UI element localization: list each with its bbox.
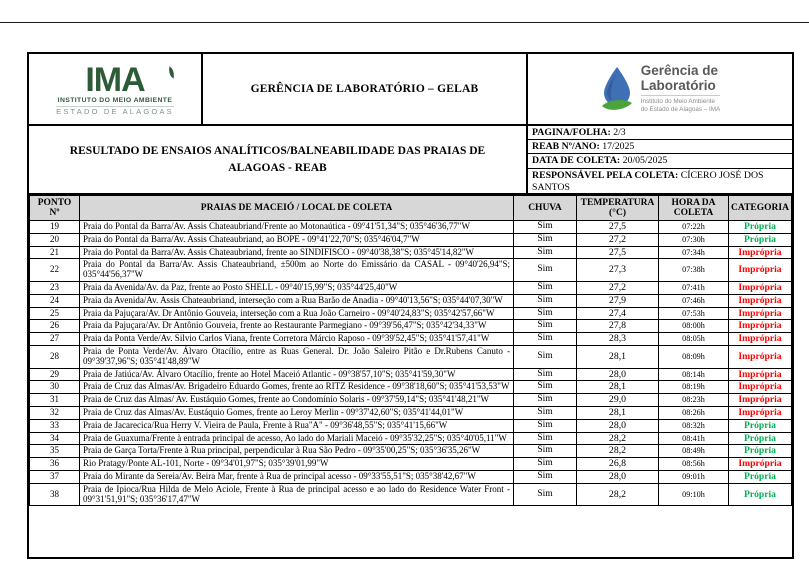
local-cell: Praia do Pontal da Barra/Av. Assis Chateaubriand/Frente ao Motonaútica - 09°41'51,34"S; 035°46'36,77"W (80, 221, 514, 234)
chuva-cell: Sim (514, 281, 577, 294)
local-cell: Praia do Pontal da Barra/Av. Assis Chateaubriand, ao BOPE - 09°41'22,70"S; 035°46'04,7"W (80, 233, 514, 246)
hora-cell: 08:19h (659, 381, 729, 394)
hora-cell: 07:38h (659, 259, 729, 282)
date-value: 20/05/2025 (622, 155, 668, 167)
chuva-cell: Sim (514, 419, 577, 432)
hora-cell: 07:46h (659, 294, 729, 307)
chuva-cell: Sim (514, 458, 577, 471)
reab-value: 17/2025 (602, 141, 635, 153)
ponto-cell: 34 (30, 432, 80, 445)
table-row (30, 320, 792, 333)
chuva-cell: Sim (514, 394, 577, 407)
local-cell: Praia da Avenida/Av. Assis Chateaubriand, interseção com a Rua Barão de Anadia - 09°40'13,56"S; 035°44'07,30"W (80, 294, 514, 307)
temperatura-cell: 28,2 (577, 432, 659, 445)
results-table (29, 195, 792, 506)
table-row (30, 221, 792, 234)
ponto-cell: 23 (30, 281, 80, 294)
header-categoria: CATEGORIA (729, 196, 792, 221)
temperatura-cell: 27,9 (577, 294, 659, 307)
chuva-cell: Sim (514, 406, 577, 419)
hora-cell: 08:41h (659, 432, 729, 445)
laboratory-logo-text (641, 64, 720, 113)
chuva-cell: Sim (514, 221, 577, 234)
local-cell: Praia de Ipioca/Rua Hilda de Melo Aciole, Frente à Rua de principal acesso e ao lado do Residence Water Front - 09°31'51,91"S; 035°36'17,47"W (80, 483, 514, 506)
hora-cell: 09:10h (659, 483, 729, 506)
table-row (30, 259, 792, 282)
gelab-title: GERÊNCIA DE LABORATÓRIO – GELAB (203, 54, 528, 124)
categoria-cell: Própria (729, 419, 792, 432)
local-cell: Praia da Pajuçara/Av. Dr Antônio Gouveia, frente ao Restaurante Parmegiano - 09°39'56,47"S; 035°42'34,33"W (80, 320, 514, 333)
ima-acronym: IMA (85, 60, 145, 99)
ponto-cell: 31 (30, 394, 80, 407)
local-cell: Praia de Cruz das Almas/Av. Eustáquio Gomes, frente ao Leroy Merlin - 09°37'42,60"S; 035°41'44,01"W (80, 406, 514, 419)
chuva-cell: Sim (514, 294, 577, 307)
chuva-cell: Sim (514, 320, 577, 333)
leaf-icon (602, 100, 632, 110)
local-cell: Praia do Pontal da Barra/Av. Assis Chateaubriand, frente ao SINDIFISCO - 09°40'38,38"S; 035°45'14,82"W (80, 246, 514, 259)
header-ponto: PONTO Nº (30, 196, 80, 221)
temperatura-cell: 28,2 (577, 483, 659, 506)
categoria-cell: Imprópria (729, 294, 792, 307)
page-label: PAGINA/FOLHA: (532, 127, 611, 138)
categoria-cell: Imprópria (729, 246, 792, 259)
table-row (30, 246, 792, 259)
laboratory-title-line1: Gerência de (640, 63, 719, 79)
hora-cell: 07:53h (659, 307, 729, 320)
temperatura-cell: 27,4 (577, 307, 659, 320)
ponto-cell: 35 (30, 445, 80, 458)
water-drop-icon (600, 66, 634, 112)
chuva-cell: Sim (514, 368, 577, 381)
laboratory-title-line2: Laboratório (640, 77, 716, 93)
hora-cell: 08:23h (659, 394, 729, 407)
categoria-cell: Imprópria (729, 307, 792, 320)
hora-cell: 08:32h (659, 419, 729, 432)
categoria-cell: Imprópria (729, 458, 792, 471)
ponto-cell: 30 (30, 381, 80, 394)
local-cell: Praia do Mirante da Sereia/Av. Beira Mar, frente à Rua de principal acesso - 09°33'55,51"S; 035°38'42,67"W (80, 470, 514, 483)
temperatura-cell: 27,5 (577, 246, 659, 259)
local-cell: Praia da Pajuçara/Av. Dr Antônio Gouveia, interseção com a Rua João Carneiro - 09°40'24,83"S; 035°42'57,66"W (80, 307, 514, 320)
temperatura-cell: 28,0 (577, 368, 659, 381)
chuva-cell: Sim (514, 470, 577, 483)
table-row (30, 419, 792, 432)
date-label: DATA DE COLETA: (532, 155, 621, 167)
temperatura-cell: 27,2 (577, 233, 659, 246)
chuva-cell: Sim (514, 246, 577, 259)
ponto-cell: 25 (30, 307, 80, 320)
table-row (30, 406, 792, 419)
chuva-cell: Sim (514, 483, 577, 506)
hora-cell: 08:05h (659, 333, 729, 346)
chuva-cell: Sim (514, 381, 577, 394)
categoria-cell: Imprópria (729, 381, 792, 394)
table-row (30, 233, 792, 246)
hora-cell: 07:30h (659, 233, 729, 246)
temperatura-cell: 28,0 (577, 470, 659, 483)
info-date-row (528, 154, 792, 168)
table-row (30, 445, 792, 458)
categoria-cell: Imprópria (729, 406, 792, 419)
laboratory-sub-line2: do Estado de Alagoas – IMA (640, 105, 721, 113)
ponto-cell: 32 (30, 406, 80, 419)
ponto-cell: 33 (30, 419, 80, 432)
temperatura-cell: 27,2 (577, 281, 659, 294)
ima-institute-label: INSTITUTO DO MEIO AMBIENTE (57, 96, 173, 104)
info-page-row (528, 126, 792, 140)
responsible-value: CÍCERO JOSÉ DOS SANTOS (532, 169, 764, 193)
ponto-cell: 27 (30, 333, 80, 346)
temperatura-cell: 27,5 (577, 221, 659, 234)
categoria-cell: Própria (729, 221, 792, 234)
local-cell: Praia de Jatiúca/Av. Álvaro Otacílio, frente ao Hotel Maceió Atlantic - 09°38'57,10"S; 035°41'59,30"W (80, 368, 514, 381)
info-box (528, 126, 792, 193)
temperatura-cell: 26,8 (577, 458, 659, 471)
title-band (29, 126, 792, 195)
local-cell: Praia de Ponta Verde/Av. Álvaro Otacílio, entre as Ruas General. Dr. João Saleiro Pitão e Dr.Rubens Canuto - 09°39'37,96"S; 035°41'48,89"W (80, 345, 514, 368)
chuva-cell: Sim (514, 233, 577, 246)
categoria-cell: Própria (729, 470, 792, 483)
categoria-cell: Imprópria (729, 345, 792, 368)
local-cell: Praia de Cruz das Almas/Av. Brigadeiro Eduardo Gomes, frente ao RITZ Residence - 09°38'18,60"S; 035°41'53,53"W (80, 381, 514, 394)
laboratory-sub-line1: Instituto do Meio Ambiente (640, 97, 715, 105)
ponto-cell: 29 (30, 368, 80, 381)
ponto-cell: 20 (30, 233, 80, 246)
header-temperatura: TEMPERATURA (°C) (577, 196, 659, 221)
chuva-cell: Sim (514, 307, 577, 320)
report-document (27, 52, 794, 559)
header-chuva: CHUVA (514, 196, 577, 221)
results-table-body (30, 221, 792, 506)
info-reab-row (528, 140, 792, 154)
ponto-cell: 22 (30, 259, 80, 282)
temperatura-cell: 28,0 (577, 419, 659, 432)
hora-cell: 08:14h (659, 368, 729, 381)
leaf-icon (165, 65, 177, 80)
hora-cell: 07:34h (659, 246, 729, 259)
temperatura-cell: 28,1 (577, 345, 659, 368)
categoria-cell: Imprópria (729, 394, 792, 407)
info-responsible-row (528, 169, 792, 194)
table-row (30, 381, 792, 394)
reab-label: REAB Nº/ANO: (532, 141, 600, 153)
categoria-cell: Imprópria (729, 368, 792, 381)
local-cell: Praia da Avenida/Av. da Paz, frente ao Posto SHELL - 09°40'15,99"S; 035°44'25,40"W (80, 281, 514, 294)
table-row (30, 432, 792, 445)
table-row (30, 483, 792, 506)
table-row (30, 458, 792, 471)
categoria-cell: Própria (729, 432, 792, 445)
table-row (30, 333, 792, 346)
local-cell: Praia de Jacarecica/Rua Herry V. Vieira de Paula, Frente à Rua"A" - 09°36'48,55"S; 035°41'15,66"W (80, 419, 514, 432)
local-cell: Praia de Garça Torta/Frente à Rua principal, perpendicular à Rua São Pedro - 09°35'00,25"S; 035°36'35,26"W (80, 445, 514, 458)
hora-cell: 08:09h (659, 345, 729, 368)
header-hora: HORA DA COLETA (659, 196, 729, 221)
ponto-cell: 28 (30, 345, 80, 368)
temperatura-cell: 28,1 (577, 406, 659, 419)
table-row (30, 394, 792, 407)
table-row (30, 281, 792, 294)
ponto-cell: 21 (30, 246, 80, 259)
temperatura-cell: 28,1 (577, 381, 659, 394)
temperatura-cell: 27,8 (577, 320, 659, 333)
chuva-cell: Sim (514, 445, 577, 458)
local-cell: Praia da Ponta Verde/Av. Silvio Carlos Viana, frente Corretora Márcio Raposo - 09°39'52,45"S; 035°41'57,41"W (80, 333, 514, 346)
responsible-label: RESPONSÁVEL PELA COLETA: (532, 169, 679, 181)
ima-logo (56, 60, 174, 116)
chuva-cell: Sim (514, 333, 577, 346)
temperatura-cell: 28,2 (577, 445, 659, 458)
local-cell: Rio Pratagy/Ponte AL-101, Norte - 09°34'01,97"S; 035°39'01,99"W (80, 458, 514, 471)
ponto-cell: 37 (30, 470, 80, 483)
ponto-cell: 38 (30, 483, 80, 506)
results-table-header (30, 196, 792, 221)
chuva-cell: Sim (514, 345, 577, 368)
header-local: PRAIAS DE MACEIÓ / LOCAL DE COLETA (80, 196, 514, 221)
report-title: RESULTADO DE ENSAIOS ANALÍTICOS/BALNEABILIDADE DAS PRAIAS DE ALAGOAS - REAB (29, 126, 528, 193)
table-row (30, 294, 792, 307)
hora-cell: 09:01h (659, 470, 729, 483)
categoria-cell: Própria (729, 233, 792, 246)
ima-state-label: ESTADO DE ALAGOAS (56, 106, 174, 116)
header-band (29, 54, 792, 126)
temperatura-cell: 27,3 (577, 259, 659, 282)
categoria-cell: Imprópria (729, 320, 792, 333)
hora-cell: 08:49h (659, 445, 729, 458)
chuva-cell: Sim (514, 432, 577, 445)
table-row (30, 345, 792, 368)
table-row (30, 368, 792, 381)
temperatura-cell: 28,3 (577, 333, 659, 346)
hora-cell: 07:41h (659, 281, 729, 294)
ponto-cell: 26 (30, 320, 80, 333)
local-cell: Praia do Pontal da Barra/Av. Assis Chateaubriand, ±500m ao Norte do Emissário da CASAL - 09°40'26,94"S; 035°44'56,37"W (80, 259, 514, 282)
categoria-cell: Imprópria (729, 259, 792, 282)
laboratory-logo (528, 54, 792, 124)
categoria-cell: Própria (729, 445, 792, 458)
hora-cell: 08:26h (659, 406, 729, 419)
local-cell: Praia de Cruz das Almas/ Av. Eustáquio Gomes, frente ao Condomínio Solaris - 09°37'59,14"S; 035°41'48,21"W (80, 394, 514, 407)
page-value: 2/3 (613, 127, 626, 138)
ima-logo-cell (29, 54, 203, 124)
table-row (30, 307, 792, 320)
top-divider (0, 22, 809, 23)
categoria-cell: Própria (729, 483, 792, 506)
categoria-cell: Imprópria (729, 281, 792, 294)
ponto-cell: 36 (30, 458, 80, 471)
hora-cell: 08:56h (659, 458, 729, 471)
ponto-cell: 24 (30, 294, 80, 307)
hora-cell: 08:00h (659, 320, 729, 333)
temperatura-cell: 29,0 (577, 394, 659, 407)
hora-cell: 07:22h (659, 221, 729, 234)
ponto-cell: 19 (30, 221, 80, 234)
table-row (30, 470, 792, 483)
local-cell: Praia de Guaxuma/Frente à entrada principal de acesso, Ao lado do Mariali Maceió - 09°35'32,25"S; 035°40'05,11"W (80, 432, 514, 445)
chuva-cell: Sim (514, 259, 577, 282)
categoria-cell: Imprópria (729, 333, 792, 346)
